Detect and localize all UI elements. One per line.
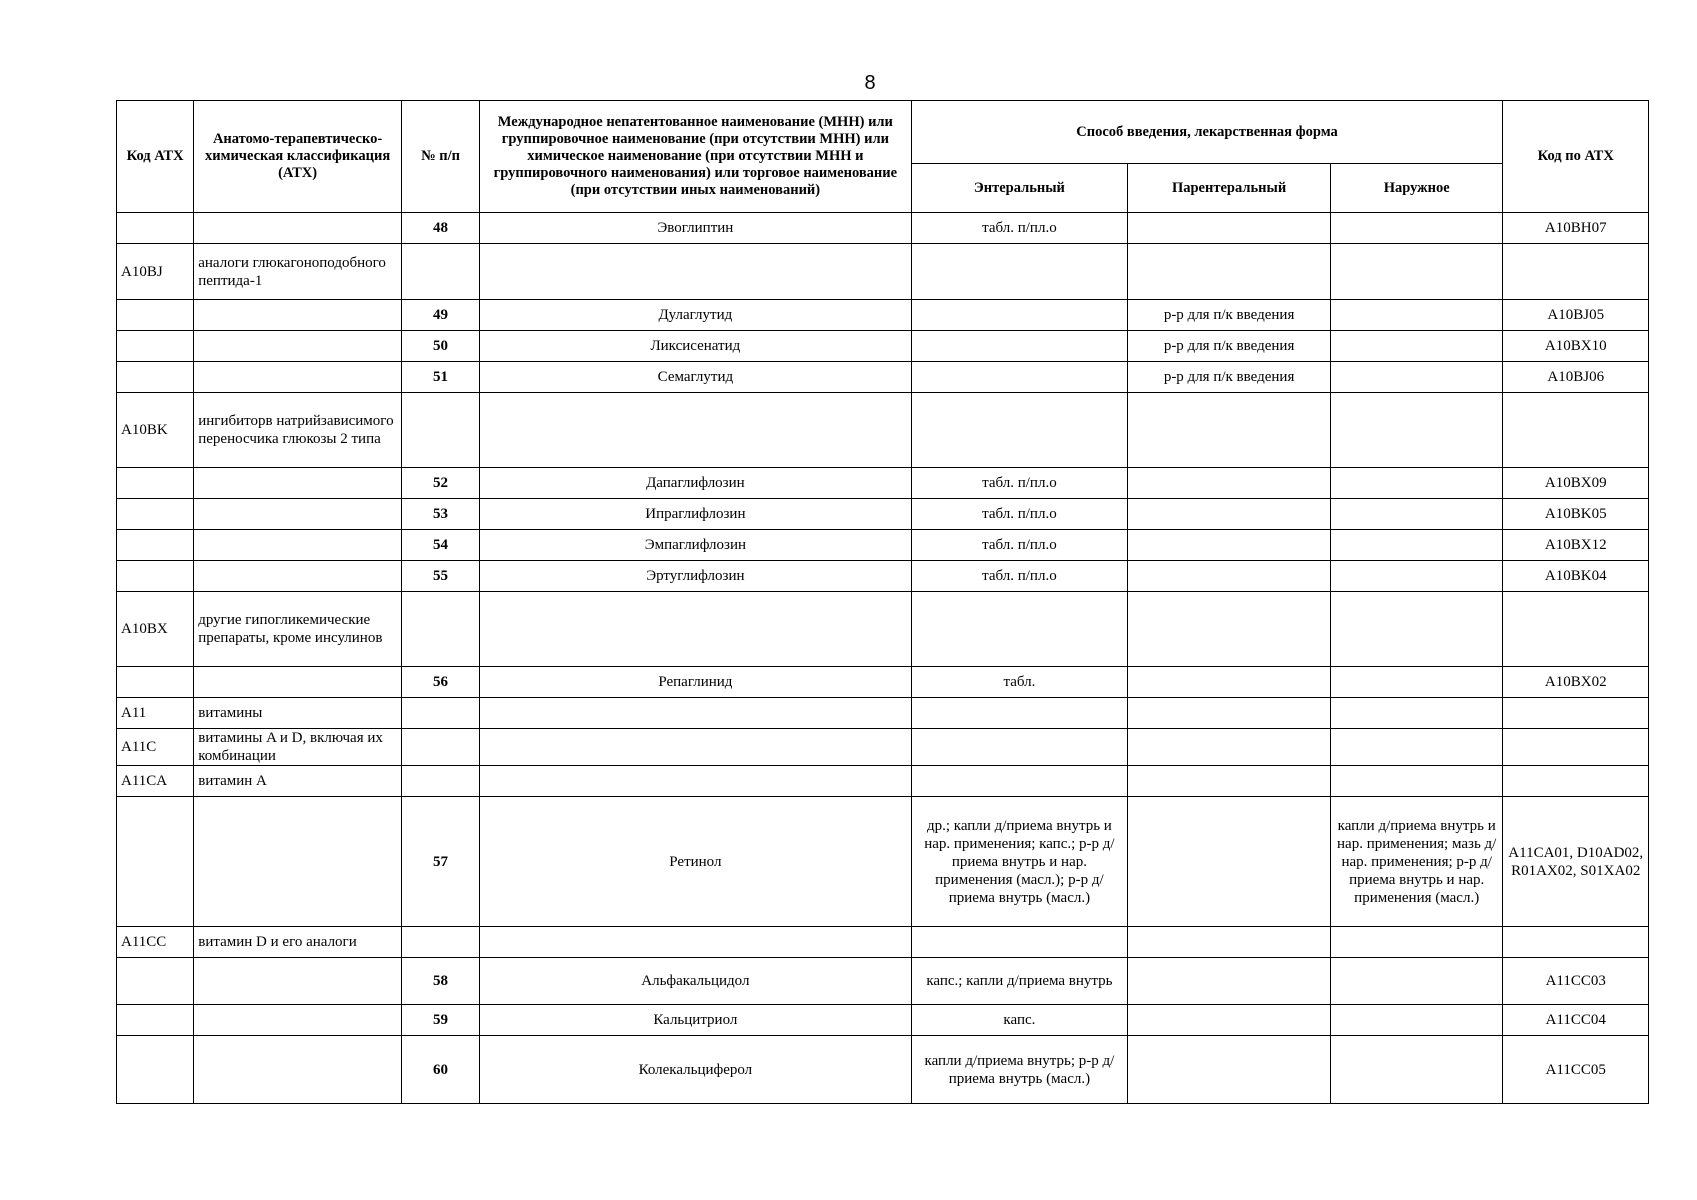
page-number: 8 [864,72,876,94]
cell-code [117,362,194,393]
cell-parenteral [1128,592,1331,667]
cell-parenteral [1128,927,1331,958]
cell-external [1330,468,1503,499]
cell-num [401,698,479,729]
cell-classification [194,667,402,698]
cell-parenteral [1128,468,1331,499]
table-row [117,927,1649,958]
cell-atx-code: A10BX02 [1503,667,1649,698]
cell-external [1330,530,1503,561]
cell-name: Эртуглифлозин [480,561,911,592]
cell-code [117,1005,194,1036]
cell-name [480,698,911,729]
cell-classification [194,331,402,362]
cell-parenteral [1128,213,1331,244]
cell-parenteral [1128,393,1331,468]
cell-enteral [911,766,1128,797]
cell-atx-code: A11CA01, D10AD02, R01AX02, S01XA02 [1503,797,1649,927]
cell-atx-code: A11CC04 [1503,1005,1649,1036]
cell-num [401,592,479,667]
cell-external [1330,300,1503,331]
cell-num: 57 [401,797,479,927]
cell-parenteral [1128,766,1331,797]
cell-parenteral [1128,530,1331,561]
cell-parenteral [1128,667,1331,698]
cell-classification [194,1036,402,1104]
cell-name: Альфакальцидол [480,958,911,1005]
atx-table [116,100,1649,1104]
cell-code [117,1036,194,1104]
cell-name: Репаглинид [480,667,911,698]
cell-enteral: табл. п/пл.о [911,213,1128,244]
cell-code [117,499,194,530]
cell-name: Ипраглифлозин [480,499,911,530]
cell-name: Семаглутид [480,362,911,393]
cell-num [401,766,479,797]
cell-enteral [911,331,1128,362]
cell-parenteral [1128,958,1331,1005]
table-row [117,797,1649,927]
header-route: Способ введения, лекарственная форма [911,101,1503,164]
cell-parenteral: р-р для п/к введения [1128,331,1331,362]
table-row [117,729,1649,766]
cell-external [1330,927,1503,958]
table-row [117,1036,1649,1104]
cell-enteral [911,698,1128,729]
cell-parenteral [1128,499,1331,530]
cell-parenteral [1128,561,1331,592]
cell-classification [194,468,402,499]
header-external: Наружное [1330,164,1503,213]
table-row [117,468,1649,499]
cell-enteral [911,592,1128,667]
cell-enteral: табл. п/пл.о [911,499,1128,530]
cell-atx-code: A10BH07 [1503,213,1649,244]
cell-atx-code [1503,244,1649,300]
cell-atx-code [1503,393,1649,468]
cell-classification [194,1005,402,1036]
cell-parenteral [1128,244,1331,300]
cell-enteral: табл. п/пл.о [911,561,1128,592]
cell-atx-code [1503,729,1649,766]
cell-name: Эмпаглифлозин [480,530,911,561]
cell-num: 48 [401,213,479,244]
cell-name: Дулаглутид [480,300,911,331]
cell-classification [194,300,402,331]
cell-external [1330,958,1503,1005]
cell-external [1330,1036,1503,1104]
cell-atx-code: A10BX10 [1503,331,1649,362]
cell-parenteral: р-р для п/к введения [1128,362,1331,393]
cell-parenteral [1128,1036,1331,1104]
cell-num: 58 [401,958,479,1005]
cell-code: A10BK [117,393,194,468]
table-row [117,499,1649,530]
cell-code: A10BJ [117,244,194,300]
table-row [117,592,1649,667]
cell-external [1330,766,1503,797]
cell-atx-code [1503,766,1649,797]
cell-enteral: капли д/приема внутрь; р-р д/приема внутрь (масл.) [911,1036,1128,1104]
table-body [117,213,1649,1104]
cell-classification: витамины A и D, включая их комбинации [194,729,402,766]
table-row [117,362,1649,393]
cell-name [480,244,911,300]
cell-name: Дапаглифлозин [480,468,911,499]
cell-name: Ликсисенатид [480,331,911,362]
cell-num: 52 [401,468,479,499]
cell-num [401,729,479,766]
cell-atx-code: A10BX09 [1503,468,1649,499]
cell-code [117,468,194,499]
cell-code: A11C [117,729,194,766]
cell-num: 56 [401,667,479,698]
cell-num: 51 [401,362,479,393]
cell-code [117,530,194,561]
cell-code [117,300,194,331]
cell-classification: витамины [194,698,402,729]
cell-enteral [911,729,1128,766]
cell-num [401,927,479,958]
cell-external [1330,244,1503,300]
cell-classification [194,561,402,592]
cell-enteral: табл. [911,667,1128,698]
cell-enteral: капс.; капли д/приема внутрь [911,958,1128,1005]
header-name: Международное непатентованное наименование (МНН) или группировочное наименование (при отсутствии МНН) или химическое наименование (при отсутствии МНН и группировочного наименования) или торговое наименование (при отсутствии иных наименований) [480,101,911,213]
cell-classification [194,362,402,393]
table-row [117,561,1649,592]
table-header-row [117,101,1649,164]
cell-name [480,729,911,766]
cell-name [480,927,911,958]
table-row [117,958,1649,1005]
cell-external [1330,331,1503,362]
cell-classification: аналоги глюкагоноподобного пептида-1 [194,244,402,300]
cell-parenteral [1128,729,1331,766]
cell-classification: витамин A [194,766,402,797]
cell-num: 59 [401,1005,479,1036]
header-code: Код АТХ [117,101,194,213]
table-row [117,766,1649,797]
cell-external [1330,729,1503,766]
table-row [117,300,1649,331]
cell-code [117,561,194,592]
table-row [117,1005,1649,1036]
cell-parenteral: р-р для п/к введения [1128,300,1331,331]
table-row [117,667,1649,698]
cell-classification: ингибиторв натрийзависимого переносчика глюкозы 2 типа [194,393,402,468]
cell-num: 60 [401,1036,479,1104]
cell-external [1330,698,1503,729]
header-parenteral: Парентеральный [1128,164,1331,213]
cell-enteral: др.; капли д/приема внутрь и нар. применения; капс.; р-р д/приема внутрь и нар. применения (масл.); р-р д/приема внутрь (масл.) [911,797,1128,927]
cell-external [1330,213,1503,244]
cell-external [1330,393,1503,468]
cell-parenteral [1128,1005,1331,1036]
cell-classification: витамин D и его аналоги [194,927,402,958]
cell-atx-code: A10BJ05 [1503,300,1649,331]
table-row [117,244,1649,300]
cell-name [480,592,911,667]
cell-classification [194,530,402,561]
cell-name: Ретинол [480,797,911,927]
cell-enteral [911,300,1128,331]
cell-atx-code: A11CC05 [1503,1036,1649,1104]
cell-atx-code [1503,592,1649,667]
cell-enteral [911,927,1128,958]
cell-code: A11 [117,698,194,729]
cell-code [117,331,194,362]
header-enteral: Энтеральный [911,164,1128,213]
cell-num: 54 [401,530,479,561]
table-row [117,393,1649,468]
cell-atx-code [1503,927,1649,958]
cell-code [117,213,194,244]
cell-atx-code: A10BK04 [1503,561,1649,592]
cell-code [117,797,194,927]
cell-num: 50 [401,331,479,362]
cell-code [117,958,194,1005]
cell-enteral: капс. [911,1005,1128,1036]
cell-classification [194,499,402,530]
cell-external [1330,667,1503,698]
cell-num [401,393,479,468]
table-row [117,530,1649,561]
cell-name: Колекальциферол [480,1036,911,1104]
table-row [117,331,1649,362]
cell-num: 53 [401,499,479,530]
cell-enteral [911,244,1128,300]
cell-name: Кальцитриол [480,1005,911,1036]
cell-name [480,393,911,468]
cell-enteral: табл. п/пл.о [911,468,1128,499]
cell-atx-code: A10BK05 [1503,499,1649,530]
cell-parenteral [1128,797,1331,927]
cell-code: A10BX [117,592,194,667]
cell-external [1330,362,1503,393]
cell-num [401,244,479,300]
cell-enteral: табл. п/пл.о [911,530,1128,561]
cell-name [480,766,911,797]
cell-atx-code: A10BJ06 [1503,362,1649,393]
cell-enteral [911,362,1128,393]
cell-classification [194,797,402,927]
header-num: № п/п [401,101,479,213]
cell-enteral [911,393,1128,468]
cell-atx-code: A11CC03 [1503,958,1649,1005]
cell-external [1330,1005,1503,1036]
cell-atx-code [1503,698,1649,729]
cell-classification [194,213,402,244]
cell-code [117,667,194,698]
cell-atx-code: A10BX12 [1503,530,1649,561]
cell-external [1330,592,1503,667]
cell-num: 49 [401,300,479,331]
cell-external [1330,499,1503,530]
cell-name: Эвоглиптин [480,213,911,244]
cell-num: 55 [401,561,479,592]
table-row [117,213,1649,244]
cell-classification: другие гипогликемические препараты, кроме инсулинов [194,592,402,667]
cell-code: A11CC [117,927,194,958]
cell-classification [194,958,402,1005]
table-row [117,698,1649,729]
cell-parenteral [1128,698,1331,729]
header-atx-code: Код по АТХ [1503,101,1649,213]
cell-external [1330,561,1503,592]
cell-external: капли д/приема внутрь и нар. применения; мазь д/нар. применения; р-р д/приема внутрь и нар. применения (масл.) [1330,797,1503,927]
cell-code: A11CA [117,766,194,797]
header-classification: Анатомо-терапевтическо-химическая классификация (АТХ) [194,101,402,213]
